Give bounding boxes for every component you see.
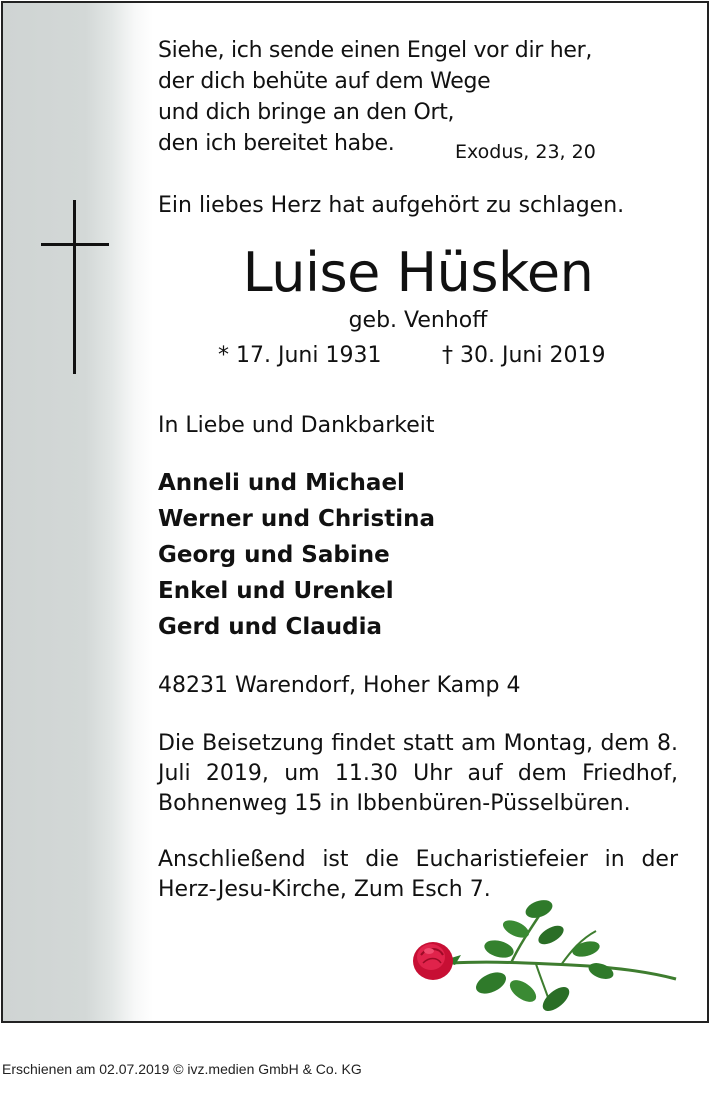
address: 48231 Warendorf, Hoher Kamp 4 xyxy=(158,673,521,698)
family-member: Gerd und Claudia xyxy=(158,614,383,640)
gratitude-line: In Liebe und Dankbarkeit xyxy=(158,413,435,438)
publication-footer: Erschienen am 02.07.2019 © ivz.medien GmbH & Co. KG xyxy=(2,1061,362,1077)
rose-icon xyxy=(411,891,681,1016)
funeral-info: Die Beisetzung findet statt am Montag, dem 8. Juli 2019, um 11.30 Uhr auf dem Friedhof, Bohnenweg 15 in Ibbenbüren-Püsselbüren. xyxy=(158,731,678,816)
verse-line: den ich bereitet habe. xyxy=(158,131,395,156)
family-member: Anneli und Michael xyxy=(158,470,405,496)
family-member: Enkel und Urenkel xyxy=(158,578,394,604)
family-list xyxy=(158,465,435,645)
maiden-name: geb. Venhoff xyxy=(348,308,488,333)
side-band xyxy=(3,3,153,1021)
death-date: † 30. Juni 2019 xyxy=(442,343,606,368)
family-member: Georg und Sabine xyxy=(158,542,390,568)
cross-icon-vertical xyxy=(73,200,76,374)
cross-icon-horizontal xyxy=(41,243,109,246)
verse-reference: Exodus, 23, 20 xyxy=(455,141,596,163)
verse-line: und dich bringe an den Ort, xyxy=(158,100,455,125)
intro-text: Ein liebes Herz hat aufgehört zu schlagen. xyxy=(158,193,625,218)
birth-date: * 17. Juni 1931 xyxy=(218,343,382,368)
obituary-frame xyxy=(1,1,709,1023)
deceased-name: Luise Hüsken xyxy=(242,241,594,304)
verse-line: Siehe, ich sende einen Engel vor dir her, xyxy=(158,38,593,63)
service-info: Anschließend ist die Eucharistiefeier in der Herz-Jesu-Kirche, Zum Esch 7. xyxy=(158,847,678,902)
family-member: Werner und Christina xyxy=(158,506,435,532)
verse-line: der dich behüte auf dem Wege xyxy=(158,69,491,94)
